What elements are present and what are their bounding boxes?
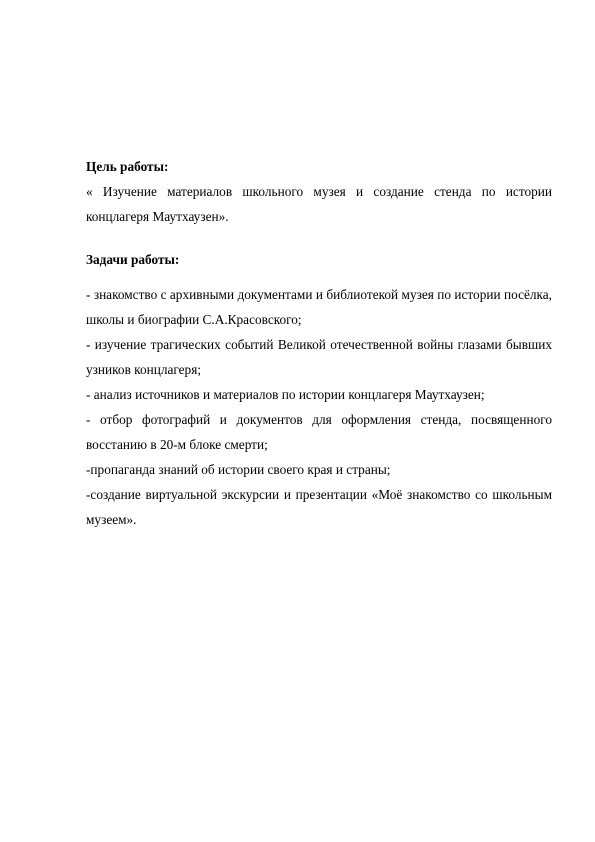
document-body bbox=[86, 154, 552, 532]
goal-heading: Цель работы: bbox=[86, 159, 169, 174]
task-item: - изучение трагических событий Великой отечественной войны глазами бывших узников концлагеря; bbox=[86, 337, 552, 377]
task-item: -пропаганда знаний об истории своего края и страны; bbox=[86, 462, 391, 477]
goal-text: « Изучение материалов школьного музея и создание стенда по истории концлагеря Маутхаузен». bbox=[86, 184, 552, 224]
task-item: - отбор фотографий и документов для оформления стенда, посвященного восстанию в 20-м блоке смерти; bbox=[86, 412, 552, 452]
tasks-heading: Задачи работы: bbox=[86, 252, 180, 267]
task-item: - знакомство с архивными документами и библиотекой музея по истории посёлка, школы и биографии С.А.Красовского; bbox=[86, 287, 552, 327]
task-item: - анализ источников и материалов по истории концлагеря Маутхаузен; bbox=[86, 387, 485, 402]
task-item: -создание виртуальной экскурсии и презентации «Моё знакомство со школьным музеем». bbox=[86, 487, 552, 527]
